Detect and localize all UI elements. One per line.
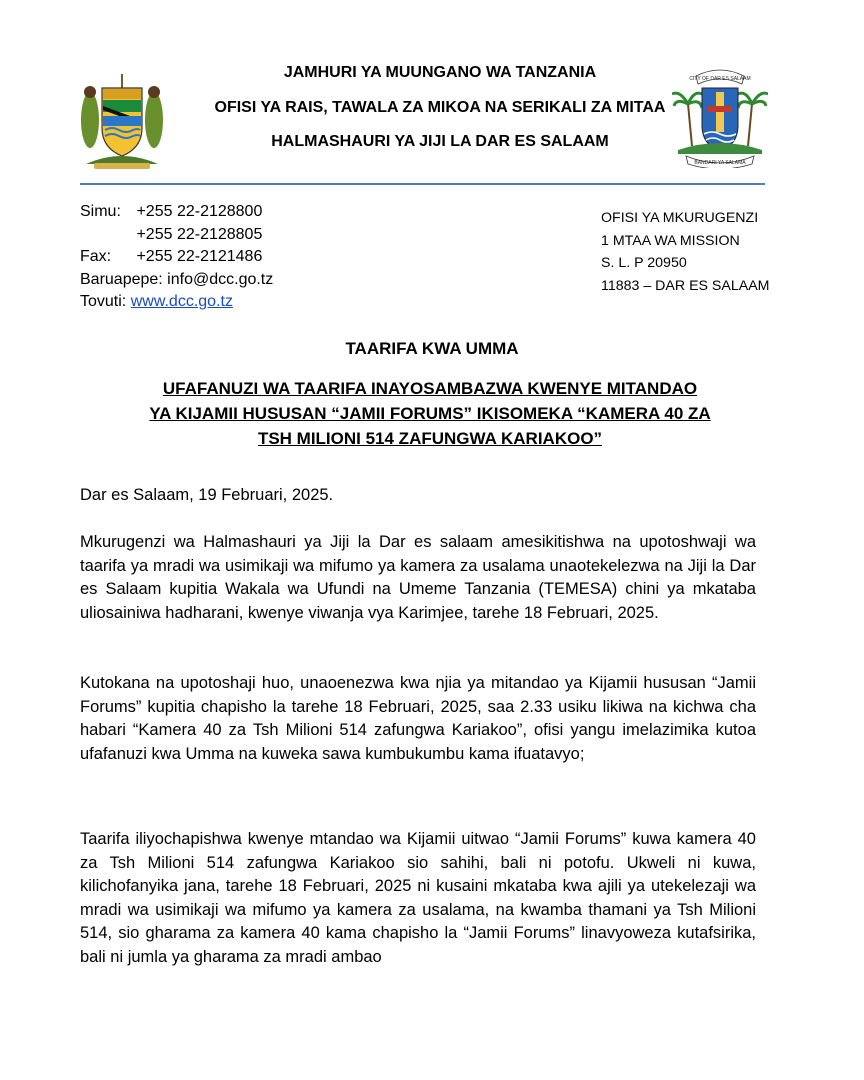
fax-label: Fax: [80,248,112,265]
notice-title: TAARIFA KWA UMMA [345,339,519,358]
phone-row-1 [80,201,273,224]
website-row [80,291,273,314]
fax-row [80,246,273,269]
address-line-3: S. L. P 20950 [601,255,687,271]
phone-label: Simu: [80,203,121,220]
emblem-bottom-text: BANDARI YA SALAMA [694,160,746,166]
website-link[interactable]: www.dcc.go.tz [130,293,233,310]
paragraph-1: Mkurugenzi wa Halmashauri ya Jiji la Dar es salaam amesikitishwa na upotoshwaji wa taarifa ya mradi wa usimikaji wa mifumo ya kamera za usalama unaotekelezwa na Jiji la Dar es Salaam kupitia Wakala wa Ufundi na Umeme Tanzania (TEMESA) chini ya mkataba uliosainiwa hadharani, kwenye viwanja vya Karimjee, tarehe 18 Februari, 2025. [80,533,756,622]
website-label: Tovuti: [80,293,127,310]
phone-number-2: +255 22-2128805 [136,225,263,243]
paragraph-3: Taarifa iliyochapishwa kwenye mtandao wa Kijamii uitwao “Jamii Forums” kuwa kamera 40 za Tsh Milioni 514 zafungwa Kariakoo sio sahihi, bali ni potofu. Ukweli ni kuwa, kilichofanyika jana, tarehe 18 Februari, 2025 ni kusaini mkataba kwa ajili ya utekelezaji wa mradi wa usimikaji wa mifumo ya kamera za usalama, na kwamba thamani ya Tsh Milioni 514, sio gharama za kamera 40 kama chapisho la “Jamii Forums” linavyoweza kutafsirika, bali ni jumla ya gharama za mradi ambao [80,830,756,966]
contact-block [80,201,273,314]
subject-line-3: TSH MILIONI 514 ZAFUNGWA KARIAKOO” [257,429,603,448]
address-line-4: 11883 – DAR ES SALAAM [601,277,770,294]
phone-number-1: +255 22-2128800 [136,203,263,220]
header-country: JAMHURI YA MUUNGANO WA TANZANIA [283,64,597,81]
subject-line-1: UFAFANUZI WA TAARIFA INAYOSAMBAZWA KWENYE MITANDAO [162,379,698,398]
header-council: HALMASHAURI YA JIJI LA DAR ES SALAAM [271,133,609,150]
tanzania-coat-of-arms-logo [76,72,168,172]
paragraph-2: Kutokana na upotoshaji huo, unaoenezwa kwa njia ya mitandao ya Kijamii hususan “Jamii Forums” kupitia chapisho la tarehe 18 Februari, 2025, saa 2.33 usiku likiwa na kichwa cha habari “Kamera 40 za Tsh Milioni 514 zafungwa Kariakoo”, ofisi yangu imelazimika kutoa ufafanuzi kwa Umma na kuweka sawa kumbukumbu kama ifuatavyo; [80,674,756,763]
header-divider [80,183,765,185]
address-line-1: OFISI YA MKURUGENZI [601,210,759,226]
address-block [601,207,770,297]
fax-number: +255 22-2121486 [136,248,263,265]
address-line-2: 1 MTAA WA MISSION [601,232,740,249]
notice-subject [80,376,780,451]
header-office: OFISI YA RAIS, TAWALA ZA MIKOA NA SERIKALI ZA MITAA [214,99,666,116]
phone-row-2 [80,224,273,247]
notice-date: Dar es Salaam, 19 Februari, 2025. [80,486,334,504]
emblem-top-text: CITY OF DAR ES SALAAM [689,76,751,82]
email-row: Baruapepe: info@dcc.go.tz [80,270,274,288]
subject-line-2: YA KIJAMII HUSUSAN “JAMII FORUMS” IKISOMEKA “KAMERA 40 ZA [149,404,711,423]
